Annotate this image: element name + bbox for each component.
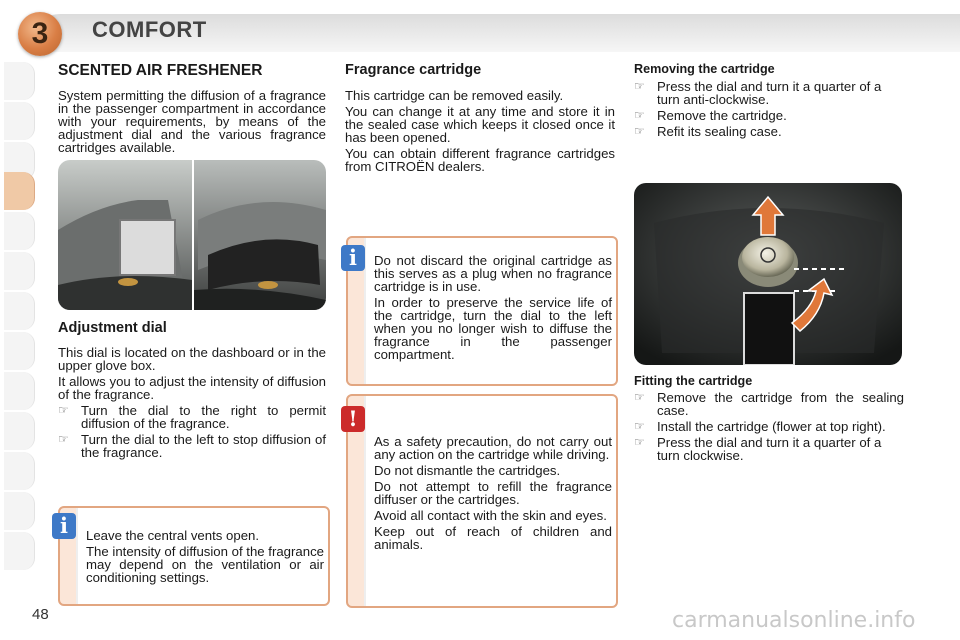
watermark: carmanualsonline.info <box>672 608 916 633</box>
info-text: In order to preserve the service life of the cartridge, turn the dial to the left when you no longer wish to diffuse the fragrance in the passenger compartment. <box>374 295 612 362</box>
pointing-hand-icon: ☞ <box>58 432 69 446</box>
chapter-tab[interactable] <box>4 452 35 490</box>
info-icon: i <box>341 245 365 271</box>
cartridge-paragraph: This cartridge can be removed easily. <box>345 88 564 103</box>
pointing-hand-icon: ☞ <box>634 419 645 433</box>
dial-location-photo <box>58 160 326 310</box>
list-item: ☞ Turn the dial to the right to permit diffusion of the fragrance. <box>58 403 326 431</box>
dial-paragraph: This dial is located on the dashboard or in the upper glove box. <box>58 345 326 373</box>
subsection-title-adjustment-dial: Adjustment dial <box>58 320 167 336</box>
cartridge-paragraph: You can change it at any time and store it in the sealed case which keeps it closed once it has been opened. <box>345 104 615 145</box>
list-item: ☞ Turn the dial to the left to stop diffusion of the fragrance. <box>58 432 326 460</box>
chapter-tab[interactable] <box>4 292 35 330</box>
fitting-steps <box>634 391 904 462</box>
chapter-number: 3 <box>31 17 49 50</box>
chapter-tab[interactable] <box>4 412 35 450</box>
intro-paragraph: System permitting the diffusion of a fragrance in the passenger compartment in accordance with your requirements, by means of the adjustment dial and the various fragrance cartridges available. <box>58 88 326 155</box>
warning-icon: ! <box>341 406 365 432</box>
page-number: 48 <box>32 606 49 623</box>
chapter-tab[interactable] <box>4 532 35 570</box>
warning-text: Do not attempt to refill the fragrance diffuser or the cartridges. <box>374 479 612 507</box>
fragrance-cartridge-text <box>345 89 615 173</box>
warning-text: As a safety precaution, do not carry out any action on the cartridge while driving. <box>374 434 612 462</box>
warning-text: Avoid all contact with the skin and eyes. <box>374 508 607 523</box>
list-item: ☞ Install the cartridge (flower at top right). <box>634 419 886 434</box>
pointing-hand-icon: ☞ <box>634 390 645 404</box>
chapter-tab-active[interactable] <box>4 172 35 210</box>
adjustment-dial-text <box>58 346 326 459</box>
chapter-title: COMFORT <box>92 17 207 42</box>
info-text: Leave the central vents open. <box>86 528 260 543</box>
chapter-tab[interactable] <box>4 62 35 100</box>
cartridge-paragraph: You can obtain different fragrance cartridges from CITROËN dealers. <box>345 146 615 174</box>
section-title: SCENTED AIR FRESHENER <box>58 62 263 79</box>
chapter-tab[interactable] <box>4 212 35 250</box>
info-text: The intensity of diffusion of the fragrance may depend on the ventilation or air conditioning settings. <box>86 544 325 585</box>
cartridge-photo <box>634 183 902 365</box>
info-text: Do not discard the original cartridge as this serves as a plug when no fragrance cartridge is in use. <box>374 253 612 294</box>
pointing-hand-icon: ☞ <box>634 108 645 122</box>
subsection-title-removing: Removing the cartridge <box>634 62 775 76</box>
info-box <box>58 506 330 606</box>
pointing-hand-icon: ☞ <box>634 435 645 449</box>
removing-steps <box>634 80 904 138</box>
chapter-tab[interactable] <box>4 102 35 140</box>
list-item: ☞ Refit its sealing case. <box>634 124 782 139</box>
chapter-tab[interactable] <box>4 492 35 530</box>
warning-text: Keep out of reach of children and animals. <box>374 524 612 552</box>
pointing-hand-icon: ☞ <box>634 79 645 93</box>
chapter-tab[interactable] <box>4 252 35 290</box>
chapter-tab[interactable] <box>4 372 35 410</box>
info-icon: i <box>52 513 76 539</box>
pointing-hand-icon: ☞ <box>634 124 645 138</box>
list-item: ☞ Press the dial and turn it a quarter of a turn anti-clockwise. <box>634 79 882 107</box>
warning-box <box>346 394 618 608</box>
info-box <box>346 236 618 386</box>
pointing-hand-icon: ☞ <box>58 403 69 417</box>
subsection-title-fragrance-cartridge: Fragrance cartridge <box>345 62 482 78</box>
warning-text: Do not dismantle the cartridges. <box>374 463 561 478</box>
list-item: ☞ Remove the cartridge. <box>634 108 787 123</box>
chapter-tabs <box>0 62 40 582</box>
dial-paragraph: It allows you to adjust the intensity of diffusion of the fragrance. <box>58 374 326 402</box>
list-item: ☞ Remove the cartridge from the sealing case. <box>634 390 904 418</box>
chapter-tab[interactable] <box>4 332 35 370</box>
subsection-title-fitting: Fitting the cartridge <box>634 374 753 388</box>
list-item: ☞ Press the dial and turn it a quarter of a turn clockwise. <box>634 435 882 463</box>
